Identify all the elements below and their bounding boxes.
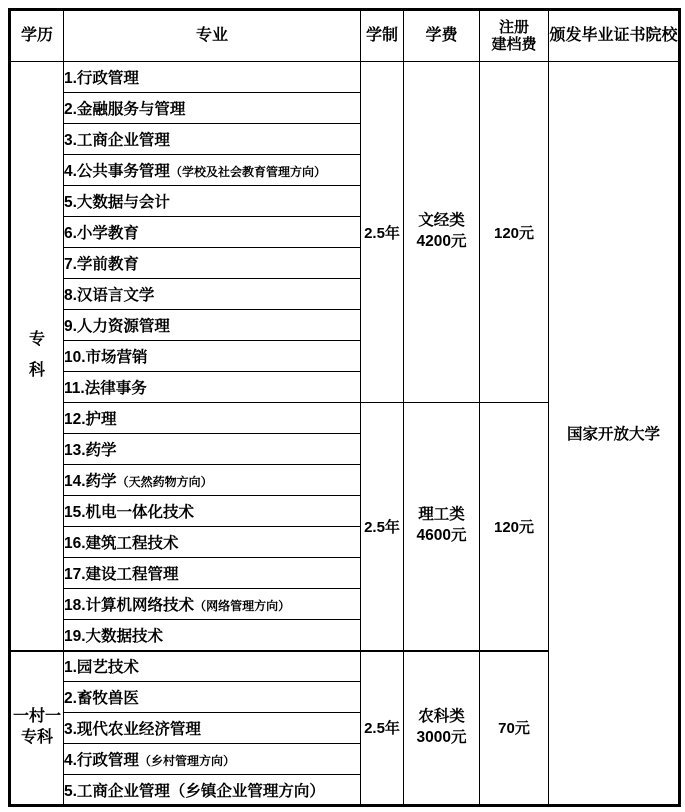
major-cell [64, 186, 361, 217]
major-cell [64, 279, 361, 310]
major-cell [64, 620, 361, 651]
degree-label: 一村一专科 [12, 707, 61, 746]
major-label: 2.畜牧兽医 [64, 690, 139, 707]
major-label: 4.公共事务管理 [64, 163, 170, 180]
major-label: 1.园艺技术 [64, 659, 139, 677]
major-label: 12.护理 [64, 411, 117, 428]
major-cell [64, 527, 361, 558]
header-duration: 学制 [361, 10, 404, 62]
major-cell [64, 682, 361, 713]
major-cell [64, 155, 361, 186]
tuition-table [8, 8, 681, 807]
major-label: 5.工商企业管理（乡镇企业管理方向） [64, 782, 325, 800]
major-label: 4.行政管理 [64, 752, 139, 769]
major-label: 10.市场营销 [64, 349, 148, 366]
major-label: 11.法律事务 [64, 380, 147, 397]
degree-cell-yicunyi [10, 651, 64, 806]
table-header-row [10, 10, 680, 62]
header-degree: 学历 [10, 10, 64, 62]
major-label: 19.大数据技术 [64, 627, 164, 645]
registration-fee-cell: 120元 [480, 403, 549, 651]
major-label: 3.工商企业管理 [64, 132, 170, 149]
issuer-cell: 国家开放大学 [549, 62, 680, 806]
major-label: 5.大数据与会计 [64, 194, 170, 211]
tuition-category: 文经类 [418, 212, 465, 230]
major-cell [64, 744, 361, 775]
major-cell [64, 558, 361, 589]
major-label: 3.现代农业经济管理 [64, 721, 201, 738]
major-cell [64, 589, 361, 620]
major-cell [64, 124, 361, 155]
major-cell [64, 341, 361, 372]
major-cell [64, 403, 361, 434]
major-label: 6.小学教育 [64, 225, 139, 242]
major-cell [64, 713, 361, 744]
header-issuer: 颁发毕业证书院校 [549, 10, 680, 62]
major-label: 8.汉语言文学 [64, 287, 155, 304]
major-cell [64, 93, 361, 124]
major-cell [64, 248, 361, 279]
tuition-cell [404, 403, 480, 651]
major-label: 17.建设工程管理 [64, 566, 179, 583]
header-registration-fee [480, 10, 549, 62]
tuition-amount: 4600元 [416, 527, 467, 545]
duration-cell: 2.5年 [361, 403, 404, 651]
header-registration-line1: 注册 [498, 18, 529, 36]
table-row [10, 62, 680, 93]
registration-fee-cell: 70元 [480, 651, 549, 806]
major-cell [64, 775, 361, 806]
degree-cell-zhuanke [10, 62, 64, 651]
tuition-category: 理工类 [418, 506, 465, 524]
major-cell [64, 310, 361, 341]
header-registration-line2: 建档费 [491, 36, 537, 53]
major-label: 7.学前教育 [64, 256, 139, 273]
major-cell [64, 372, 361, 403]
major-note: （天然药物方向） [116, 475, 213, 489]
major-cell [64, 62, 361, 93]
tuition-cell [404, 62, 480, 403]
major-label: 18.计算机网络技术 [64, 597, 195, 614]
degree-label: 专科 [28, 331, 45, 379]
major-note: （学校及社会教育管理方向） [169, 165, 326, 179]
tuition-category: 农科类 [418, 707, 465, 725]
header-tuition: 学费 [404, 10, 480, 62]
major-label: 16.建筑工程技术 [64, 535, 179, 552]
major-label: 14.药学 [64, 473, 117, 490]
major-cell [64, 465, 361, 496]
major-cell [64, 651, 361, 682]
duration-cell: 2.5年 [361, 651, 404, 806]
duration-cell: 2.5年 [361, 62, 404, 403]
major-cell [64, 434, 361, 465]
major-cell [64, 217, 361, 248]
major-note: （乡村管理方向） [138, 754, 235, 768]
major-cell [64, 496, 361, 527]
tuition-amount: 3000元 [416, 728, 467, 746]
major-label: 13.药学 [64, 442, 117, 459]
tuition-cell [404, 651, 480, 806]
major-label: 9.人力资源管理 [64, 318, 170, 335]
major-label: 2.金融服务与管理 [64, 101, 186, 118]
major-label: 15.机电一体化技术 [64, 504, 195, 521]
registration-fee-cell: 120元 [480, 62, 549, 403]
major-note: （网络管理方向） [194, 599, 291, 613]
tuition-amount: 4200元 [416, 233, 467, 250]
major-label: 1.行政管理 [64, 70, 139, 87]
header-major: 专业 [64, 10, 361, 62]
